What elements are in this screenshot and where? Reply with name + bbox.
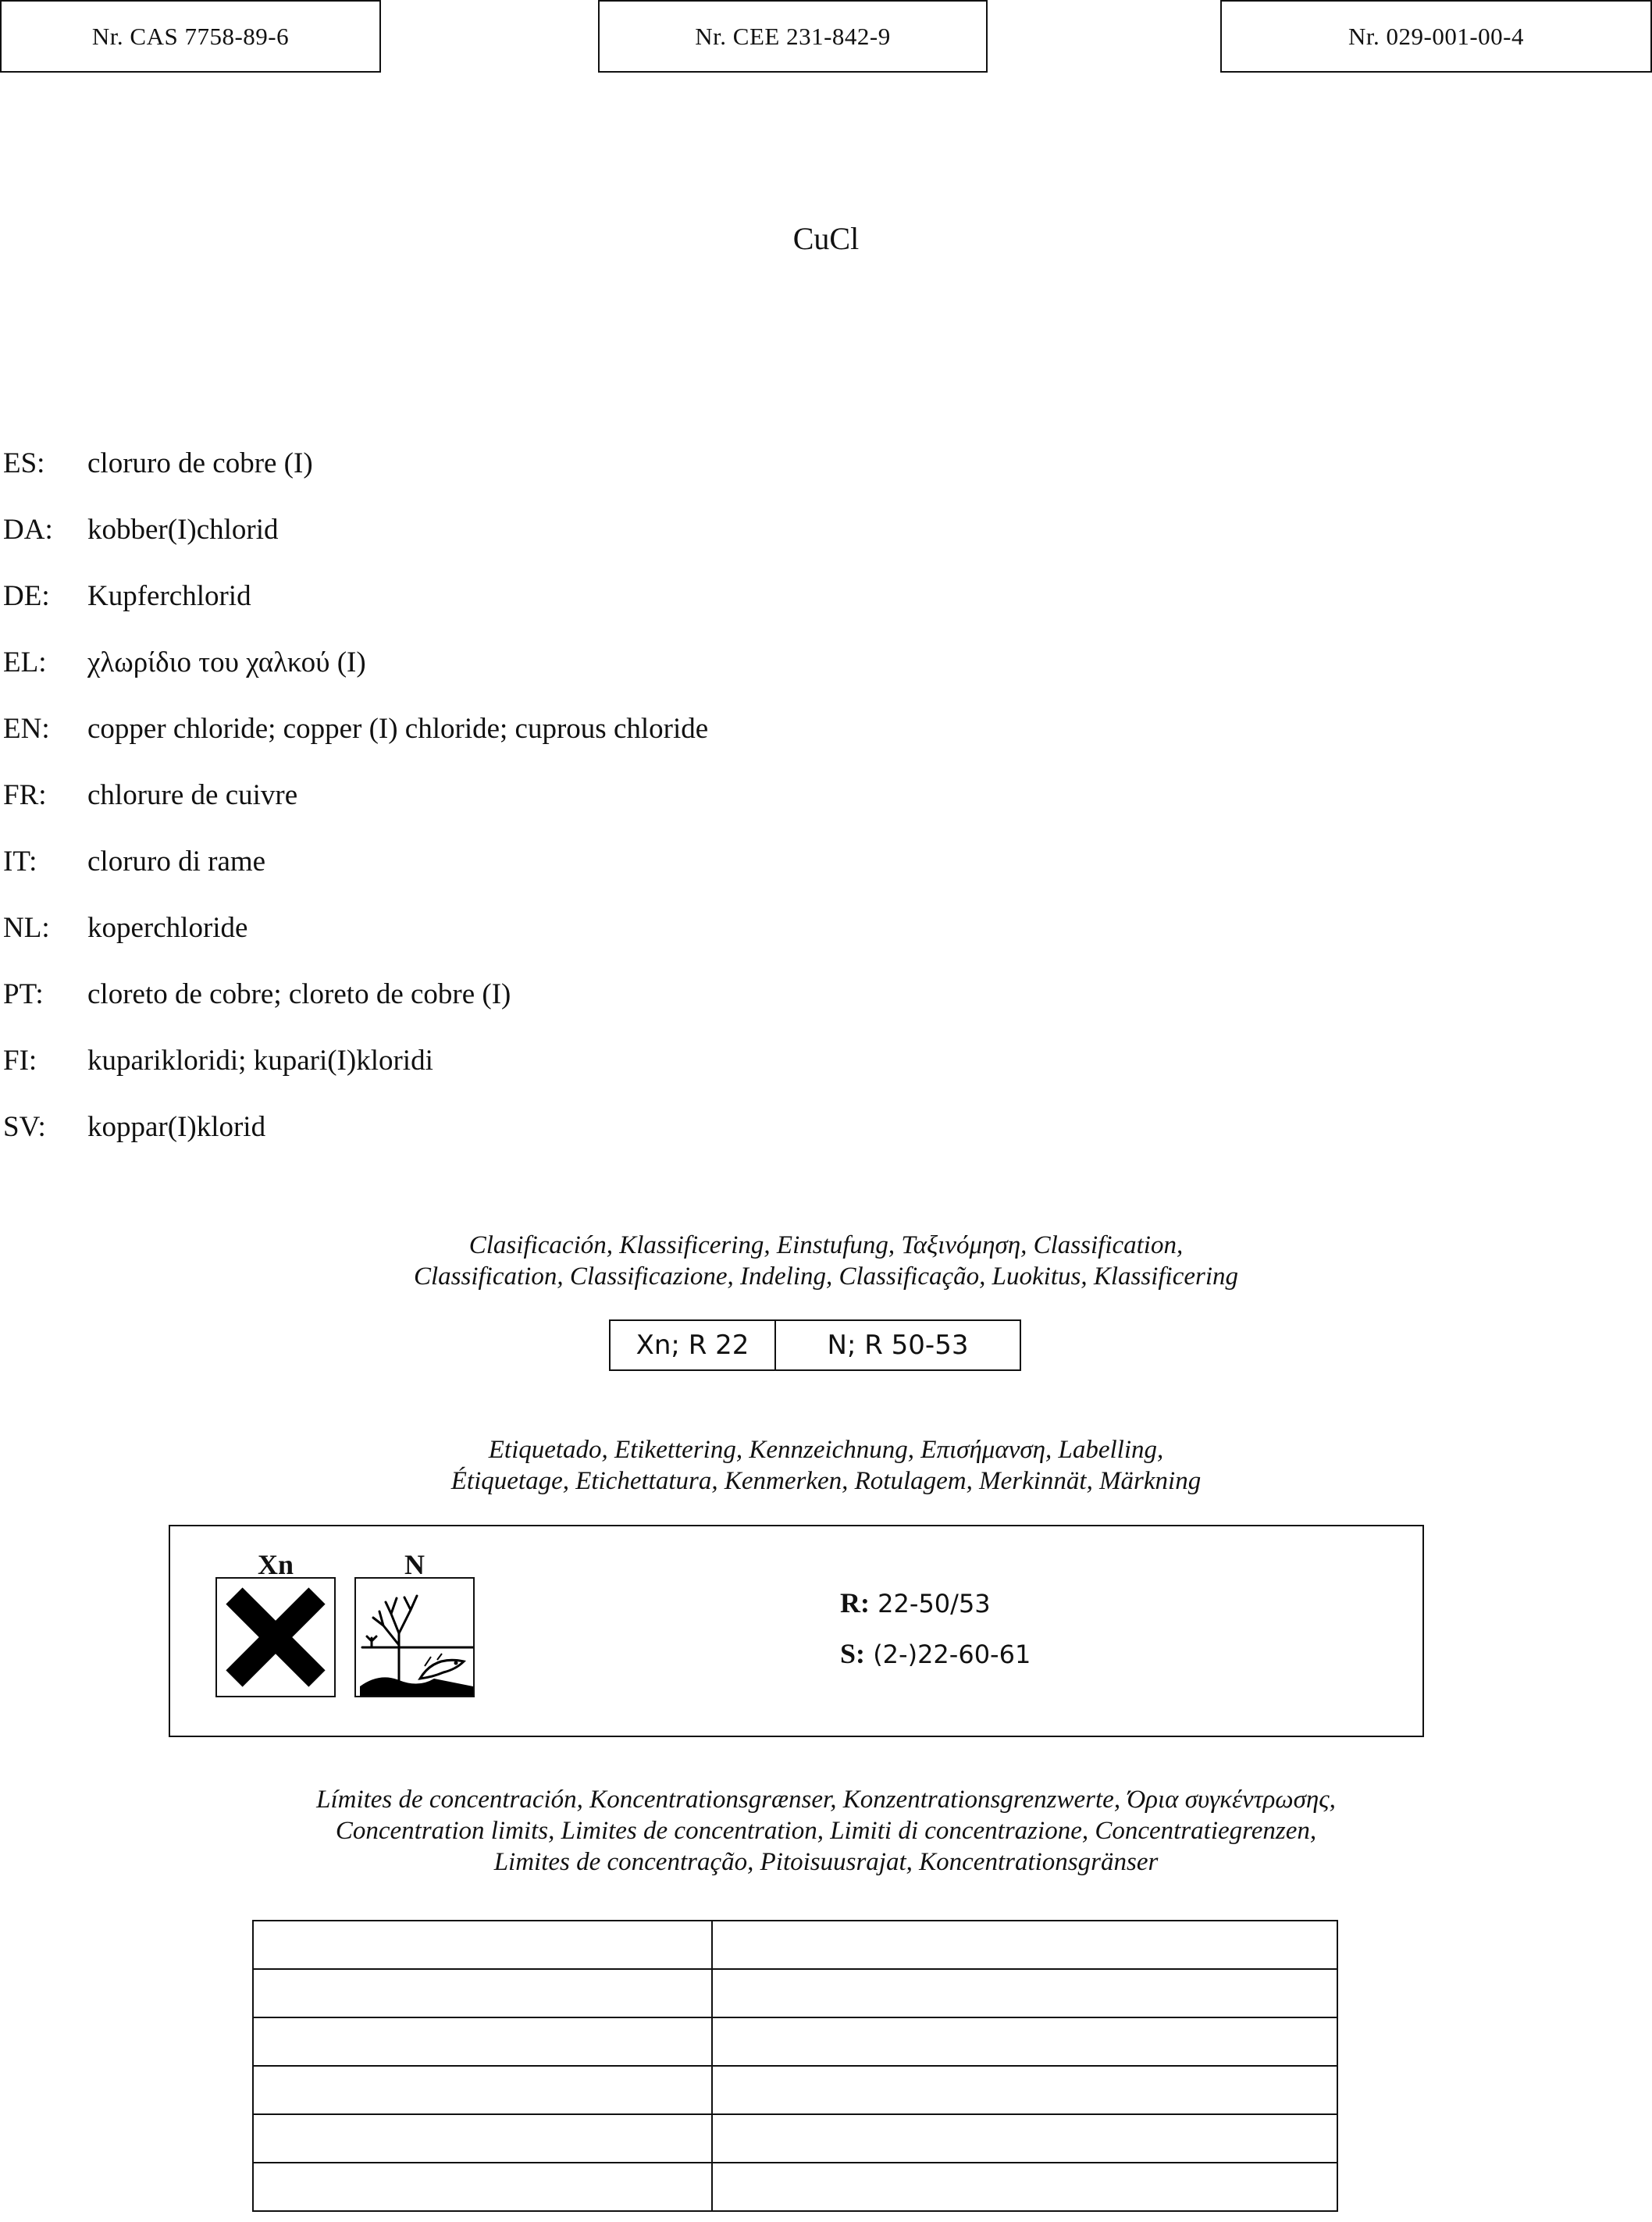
language-code: EN: (3, 713, 50, 745)
index-number: Nr. 029-001-00-4 (1348, 22, 1524, 50)
safety-phrase-label: S: (840, 1638, 866, 1669)
substance-name: kobber(I)chlorid (87, 514, 279, 546)
labelling-heading-line: Étiquetage, Etichettatura, Kenmerken, Rotulagem, Merkinnät, Märkning (450, 1467, 1202, 1495)
table-cell (253, 2066, 712, 2114)
language-code: FI: (3, 1045, 37, 1077)
substance-name: chlorure de cuivre (87, 779, 298, 811)
table-row (253, 1969, 1337, 2017)
table-cell (712, 1921, 1337, 1969)
concentration-limits-table (252, 1920, 1338, 2212)
classification-heading (0, 1230, 1652, 1292)
language-code: ES: (3, 447, 45, 479)
cee-number: Nr. CEE 231-842-9 (695, 22, 891, 50)
risk-phrase-label: R: (840, 1587, 870, 1618)
substance-name: copper chloride; copper (I) chloride; cuprous chloride (87, 713, 709, 745)
language-code: DE: (3, 580, 50, 612)
classification-heading-line: Classification, Classificazione, Indeling, Classificação, Luokitus, Klassificering (413, 1262, 1239, 1291)
language-code: EL: (3, 646, 47, 678)
dangerous-for-environment-icon (354, 1577, 475, 1697)
cas-number: Nr. CAS 7758-89-6 (91, 22, 290, 50)
table-row (253, 2017, 1337, 2066)
table-cell (712, 1969, 1337, 2017)
classification-box (609, 1319, 1021, 1371)
table-cell (253, 2017, 712, 2066)
concentration-heading-line: Concentration limits, Limites de concentration, Limiti di concentrazione, Concentratiegrenzen, (335, 1817, 1317, 1845)
table-row (253, 2114, 1337, 2163)
language-code: PT: (3, 978, 44, 1010)
table-row (253, 1921, 1337, 1969)
cee-number-box (598, 0, 988, 73)
symbol-letter-xn: Xn (257, 1549, 294, 1580)
risk-phrase-value: 22-50/53 (878, 1589, 991, 1618)
language-code: FR: (3, 779, 47, 811)
table-cell (253, 2114, 712, 2163)
table-row (253, 2066, 1337, 2114)
labelling-heading (0, 1434, 1652, 1497)
substance-name: koperchloride (87, 912, 248, 944)
table-cell (712, 2163, 1337, 2211)
safety-phrase-value: (2-)22-60-61 (873, 1640, 1031, 1669)
index-number-box (1220, 0, 1652, 73)
concentration-heading-line: Limites de concentração, Pitoisuusrajat, Koncentrationsgränser (493, 1848, 1159, 1876)
table-row (253, 2163, 1337, 2211)
substance-name: cloruro de cobre (I) (87, 447, 313, 479)
labelling-heading-line: Etiquetado, Etikettering, Kennzeichnung, Επισήμανση, Labelling, (488, 1436, 1164, 1464)
substance-name: cloruro di rame (87, 846, 266, 878)
language-code: SV: (3, 1111, 46, 1143)
classification-cell: Xn; R 22 (636, 1330, 749, 1361)
substance-name: cloreto de cobre; cloreto de cobre (I) (87, 978, 511, 1010)
classification-heading-line: Clasificación, Klassificering, Einstufung, Ταξινόμηση, Classification, (468, 1231, 1184, 1259)
substance-name: koppar(I)klorid (87, 1111, 266, 1143)
harmful-cross-icon (215, 1577, 336, 1697)
substance-name: kuparikloridi; kupari(I)kloridi (87, 1045, 433, 1077)
language-code: DA: (3, 514, 53, 546)
table-cell (712, 2066, 1337, 2114)
safety-phrase (840, 1637, 1031, 1670)
classification-cell: N; R 50-53 (774, 1321, 1020, 1369)
table-cell (712, 2114, 1337, 2163)
table-cell (253, 1921, 712, 1969)
substance-name: χλωρίδιο του χαλκού (I) (87, 646, 366, 678)
concentration-limits-heading (0, 1784, 1652, 1878)
language-code: NL: (3, 912, 50, 944)
table-cell (253, 1969, 712, 2017)
table-cell (712, 2017, 1337, 2066)
label-box (169, 1525, 1424, 1737)
cas-number-box (0, 0, 381, 73)
risk-phrase (840, 1586, 991, 1619)
language-code: IT: (3, 846, 37, 878)
concentration-heading-line: Límites de concentración, Koncentrationsgrænser, Konzentrationsgrenzwerte, Όρια συγκέντρωσης, (316, 1786, 1336, 1814)
symbol-letter-n: N (404, 1549, 425, 1580)
chemical-formula: CuCl (792, 221, 860, 256)
substance-name: Kupferchlorid (87, 580, 251, 612)
table-cell (253, 2163, 712, 2211)
